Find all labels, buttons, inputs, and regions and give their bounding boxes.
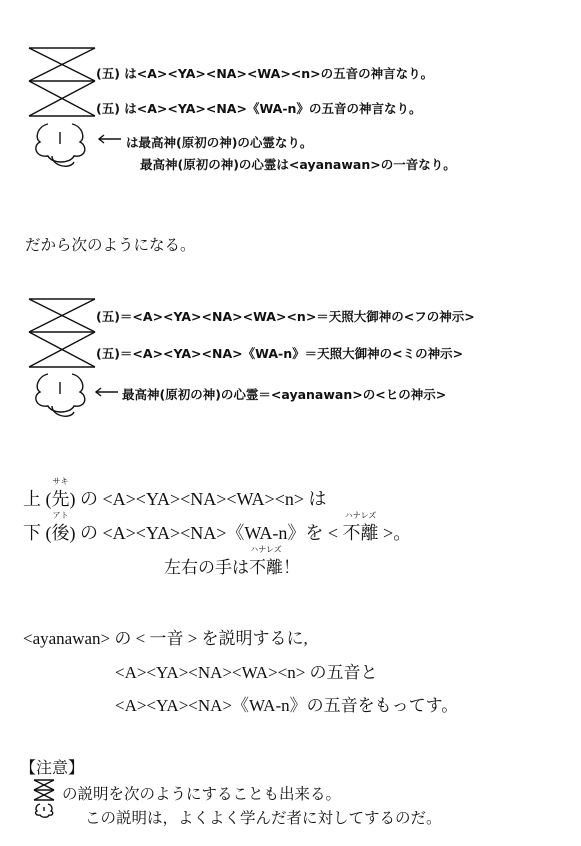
note-line2: この説明は，よくよく学んだ者に対してするのだ。: [85, 809, 442, 827]
double-hourglass-icon: [27, 46, 97, 118]
intro-text: だから次のようになる。: [25, 236, 196, 254]
arrow-left-icon: [97, 134, 123, 144]
block2-line3: 最高神(原初の神)の心霊＝<ayanawan>の<ヒの神示>: [122, 387, 447, 402]
block2-line2: (五)＝<A><YA><NA>《WA-n》＝天照大御神の<ミの神示>: [96, 346, 464, 361]
block3-line1-post: ) の <A><YA><NA><WA><n> は: [69, 489, 327, 509]
kanji-ato: 後: [51, 523, 70, 543]
block1-line3: は最高神(原初の神)の心霊なり。: [126, 135, 313, 150]
ruby-saki-reading: サキ: [52, 477, 69, 486]
spirit-face-icon: [34, 803, 56, 821]
ruby-saki: [51, 477, 70, 511]
block3-line2-pre: 下 (: [23, 523, 52, 543]
double-hourglass-icon: [27, 297, 97, 369]
ruby-ato-reading: アト: [52, 511, 69, 520]
block3-line1: [23, 477, 327, 511]
double-hourglass-icon: [33, 779, 55, 801]
ruby-ato: [51, 511, 70, 545]
arrow-left-icon: [94, 387, 120, 397]
kanji-hanarezu-2: 不離: [249, 558, 283, 577]
block3-line3-end: ！: [283, 558, 300, 577]
kanji-saki: 先: [51, 489, 70, 509]
block1-line4: 最高神(原初の神)の心霊は<ayanawan>の一音なり。: [140, 157, 456, 172]
block3-line3: [164, 545, 300, 578]
spirit-face-icon: [30, 370, 95, 422]
ruby-hanarezu-2-reading: ハナレズ: [250, 545, 282, 554]
kanji-hanarezu: 不離: [342, 523, 379, 543]
block4-line2: <A><YA><NA><WA><n> の五音と: [115, 663, 378, 682]
block3-line3-pre: 左右の手は: [164, 558, 249, 577]
ruby-hanarezu-2: [249, 545, 283, 578]
block3-line1-pre: 上 (: [23, 489, 52, 509]
block1-line1: (五) は<A><YA><NA><WA><n>の五音の神言なり。: [96, 66, 434, 81]
block4-line1: <ayanawan> の < 一音 > を説明するに,: [23, 629, 308, 648]
block1-line2: (五) は<A><YA><NA>《WA-n》の五音の神言なり。: [96, 101, 422, 116]
ruby-hanarezu: [342, 511, 379, 545]
spirit-face-icon: [30, 120, 95, 172]
block2-line1: (五)＝<A><YA><NA><WA><n>＝天照大御神の<フの神示>: [96, 309, 475, 324]
block3-line2: [23, 511, 412, 545]
block3-line2-end: >。: [378, 523, 412, 543]
note-heading: 【注意】: [20, 758, 85, 777]
block4-line3: <A><YA><NA>《WA-n》の五音をもってす。: [115, 696, 459, 715]
block3-line2-post: ) の <A><YA><NA>《WA-n》を <: [69, 523, 343, 543]
note-line1: の説明を次のようにすることも出来る。: [62, 785, 342, 803]
ruby-hanarezu-reading: ハナレズ: [344, 511, 377, 520]
